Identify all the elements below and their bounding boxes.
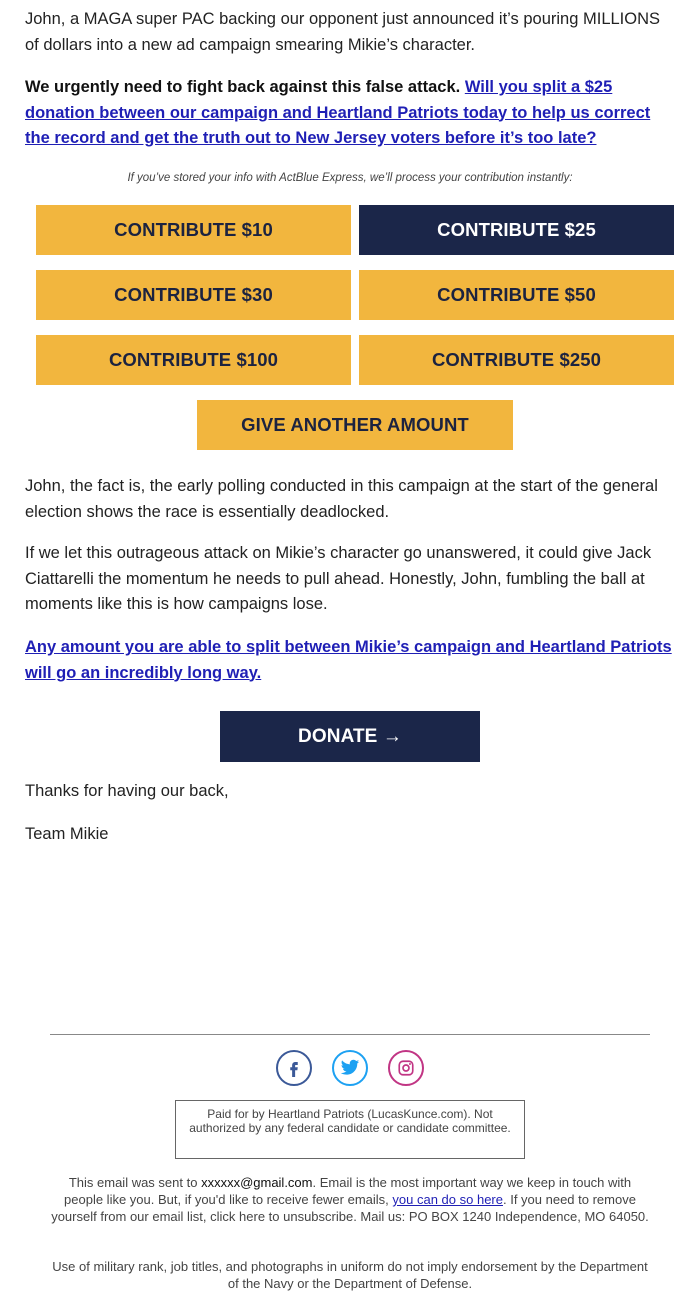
military-disclaimer: Use of military rank, job titles, and photographs in uniform do not imply endorsement by the Department of the Navy or the Department of Defense. — [52, 1259, 648, 1291]
footer-email-info — [50, 1174, 650, 1225]
polling-paragraph: John, the fact is, the early polling conducted in this campaign at the start of the general election shows the race is essentially deadlocked. — [25, 477, 658, 521]
contribute-10-button[interactable]: CONTRIBUTE $10 — [36, 205, 351, 255]
actblue-express-note: If you’ve stored your info with ActBlue Express, we’ll process your contribution instantly: — [127, 172, 573, 184]
fewer-emails-link[interactable]: you can do so here — [392, 1192, 503, 1207]
attack-paragraph: If we let this outrageous attack on Mikie’s character go unanswered, it could give Jack Ciattarelli the momentum he needs to pull ahead. Honestly, John, fumbling the ball at moments like this is how campaigns lose. — [25, 544, 652, 613]
urgent-paragraph — [25, 75, 675, 152]
split-donation-link[interactable]: Will you split a $25 donation between our campaign and Heartland Patriots today to help us correct the record and get the truth out to New Jersey voters before it’s too late? — [25, 78, 651, 147]
any-amount-paragraph — [25, 635, 675, 686]
donate-button[interactable]: DONATE → — [220, 711, 480, 762]
intro-paragraph: John, a MAGA super PAC backing our opponent just announced it’s pouring MILLIONS of dollars into a new ad campaign smearing Mikie’s character. — [25, 10, 661, 54]
sent-middle: . Email is the most important way we keep in touch with people like you. But, if you'd like to receive fewer emails, — [64, 1175, 632, 1207]
contribute-30-button[interactable]: CONTRIBUTE $30 — [36, 270, 351, 320]
contribute-50-button[interactable]: CONTRIBUTE $50 — [359, 270, 674, 320]
urgent-bold-text: We urgently need to fight back against this false attack. — [25, 78, 461, 96]
footer-divider — [50, 1034, 650, 1035]
contribute-250-button[interactable]: CONTRIBUTE $250 — [359, 335, 674, 385]
give-another-amount-button[interactable]: GIVE ANOTHER AMOUNT — [197, 400, 513, 450]
facebook-icon[interactable] — [276, 1050, 312, 1086]
instagram-icon[interactable] — [388, 1050, 424, 1086]
any-amount-link[interactable]: Any amount you are able to split between Mikie’s campaign and Heartland Patriots will go an incredibly long way. — [25, 638, 672, 682]
twitter-icon[interactable] — [332, 1050, 368, 1086]
recipient-email: xxxxxx@gmail.com — [201, 1175, 313, 1190]
paid-for-disclaimer: Paid for by Heartland Patriots (LucasKunce.com). Not authorized by any federal candidate or candidate committee. — [175, 1100, 525, 1159]
contribute-25-button[interactable]: CONTRIBUTE $25 — [359, 205, 674, 255]
signature: Team Mikie — [25, 825, 109, 843]
sent-prefix: This email was sent to — [68, 1175, 202, 1190]
sent-suffix: . If you need to remove yourself from our email list, click here to unsubscribe. Mail us: PO BOX 1240 Independence, MO 64050. — [51, 1192, 649, 1224]
contribute-100-button[interactable]: CONTRIBUTE $100 — [36, 335, 351, 385]
signoff: Thanks for having our back, — [25, 782, 229, 800]
